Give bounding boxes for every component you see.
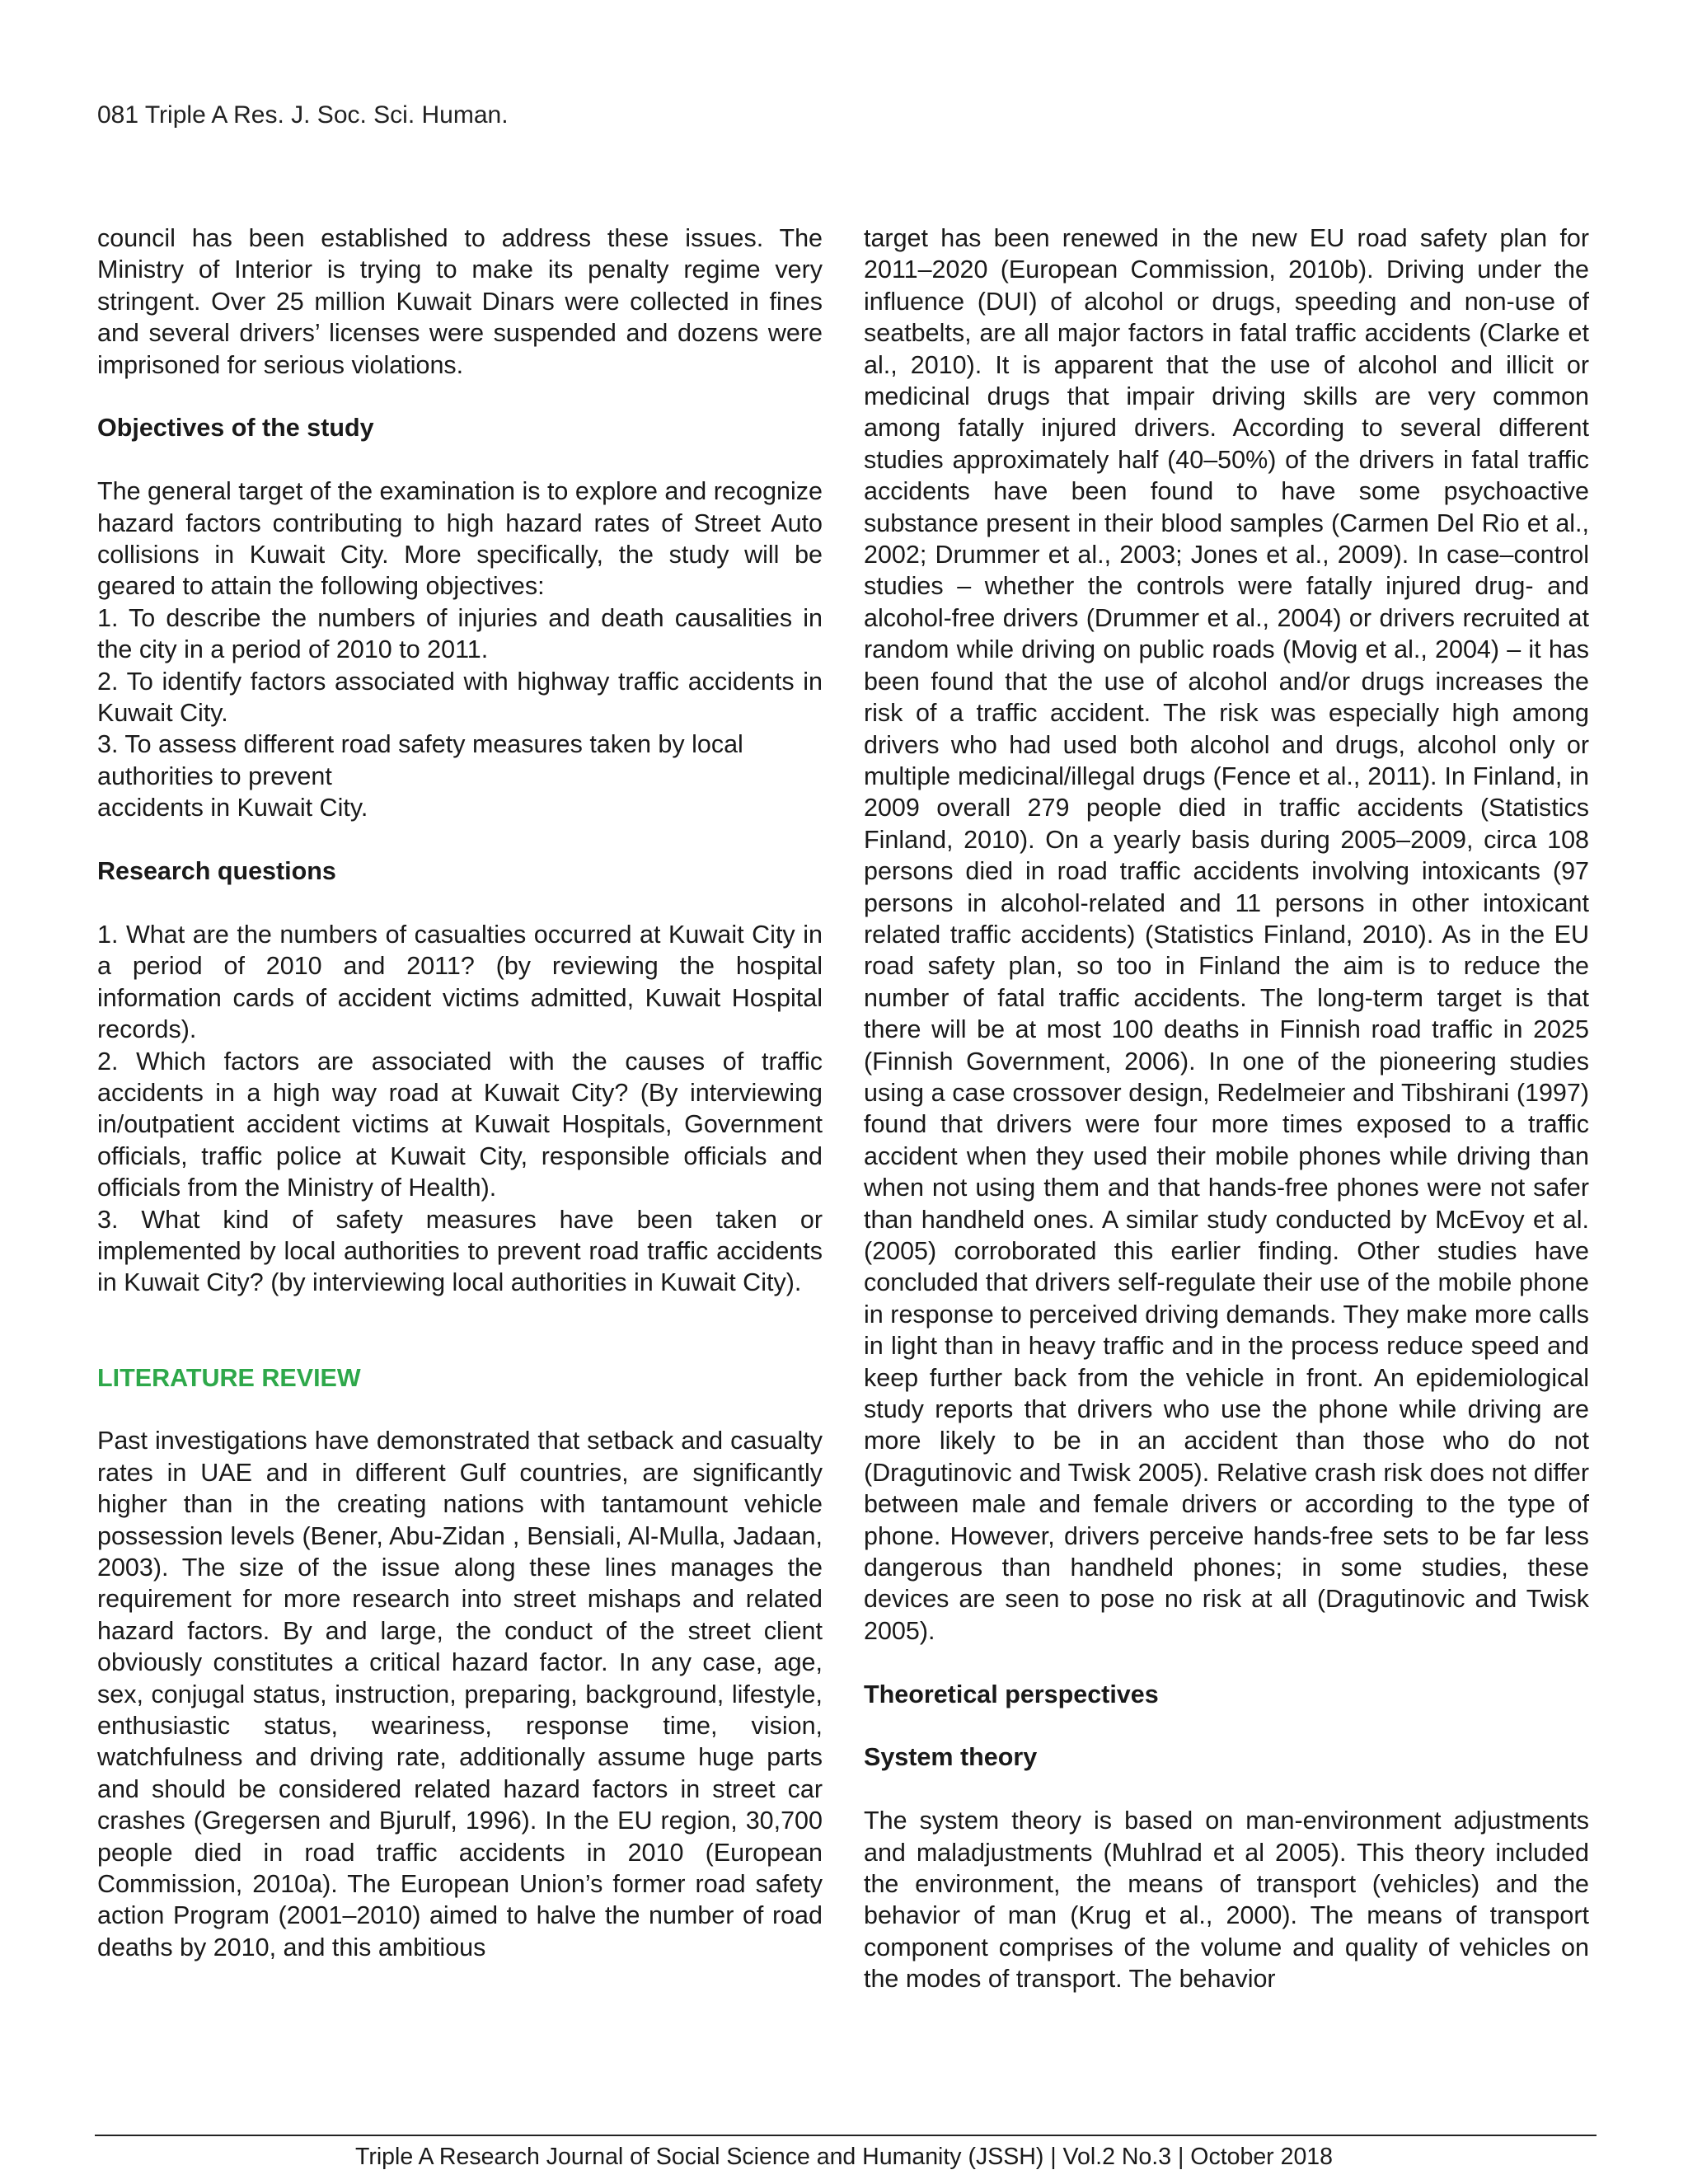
system-theory-heading: System theory <box>864 1743 1038 1772</box>
literature-review-paragraph: Past investigations have demonstrated that setback and casualty rates in UAE and in different Gulf countries, are significantly higher than in the creating nations with tantamount vehicle possession levels (Bener, Abu-Zidan , Bensiali, Al-Mulla, Jadaan, 2003). The size of the issue along these lines manages the requirement for more research into street mishaps and related hazard factors. By and large, the conduct of the street client obviously constitutes a critical hazard factor. In any case, age, sex, conjugal status, instruction, preparing, background, lifestyle, enthusiastic status, weariness, response time, vision, watchfulness and driving rate, additionally assume huge parts and should be considered related hazard factors in street car crashes (Gregersen and Bjurulf, 1996). In the EU region, 30,700 people died in road traffic accidents in 2010 (European Commission, 2010a). The European Union’s former road safety action Program (2001–2010) aimed to halve the number of road deaths by 2010, and this ambitious <box>97 1427 823 1961</box>
main-paragraph: target has been renewed in the new EU road safety plan for 2011–2020 (European Commission, 2010b). Driving under the influence (DUI) of alcohol or drugs, speeding and non-use of seatbelts, are all major factors in fatal traffic accidents (Clarke et al., 2010). It is apparent that the use of alcohol and illicit or medicinal drugs that impair driving skills are very common among fatally injured drivers. According to several different studies approximately half (40–50%) of the drivers in fatal traffic accidents have been found to have some psychoactive substance present in their blood samples (Carmen Del Rio et al., 2002; Drummer et al., 2003; Jones et al., 2009). In case–control studies – whether the controls were fatally injured drug- and alcohol-free drivers (Drummer et al., 2004) or drivers recruited at random while driving on public roads (Movig et al., 2004) – it has been found that the use of alcohol and/or drugs increases the risk of a traffic accident. The risk was especially high among drivers who had used both alcohol and drugs, alcohol only or multiple medicinal/illegal drugs (Fence et al., 2011). In Finland, in 2009 overall 279 people died in traffic accidents (Statistics Finland, 2010). On a yearly basis during 2005–2009, circa 108 persons died in road traffic accidents involving intoxicants (97 persons in alcohol-related and 11 persons in other intoxicant related traffic accidents) (Statistics Finland, 2010). As in the EU road safety plan, so too in Finland the aim is to reduce the number of fatal traffic accidents. The long-term target is that there will be at most 100 deaths in Finnish road traffic in 2025 (Finnish Government, 2006). In one of the pioneering studies using a case crossover design, Redelmeier and Tibshirani (1997) found that drivers were four more times exposed to a traffic accident when they used their mobile phones while driving than when not using them and that hands-free phones were not safer than handheld ones. A similar study conducted by McEvoy et al. (2005) corroborated this earlier finding. Other studies have concluded that drivers self-regulate their use of the mobile phone in response to perceived driving demands. They make more calls in light than in heavy traffic and in the process reduce speed and keep further back from the vehicle in front. An epidemiological study reports that drivers who use the phone while driving are more likely to be in an accident than those who do not (Dragutinovic and Twisk 2005). Relative crash risk does not differ between male and female drivers or according to the type of phone. However, drivers perceive hands-free sets to be far less dangerous than handheld phones; in some studies, these devices are seen to pose no risk at all (Dragutinovic and Twisk 2005). <box>864 224 1589 1645</box>
system-theory-paragraph: The system theory is based on man-environment adjustments and maladjustments (Muhlrad et al 2005). This theory included the environment, the means of transport (vehicles) and the behavior of man (Krug et al., 2000). The means of transport component comprises of the volume and quality of vehicles on the modes of transport. The behavior <box>864 1807 1589 1994</box>
question-3: 3. What kind of safety measures have been taken or implemented by local authorities to prevent road traffic accidents in Kuwait City? (by interviewing local authorities in Kuwait City). <box>97 1205 823 1297</box>
running-head: 081 Triple A Res. J. Soc. Sci. Human. <box>97 101 509 129</box>
page-footer: Triple A Research Journal of Social Science and Humanity (JSSH) | Vol.2 No.3 | October 2018 <box>354 2144 1333 2170</box>
question-1: 1. What are the numbers of casualties occurred at Kuwait City in a period of 2010 and 2011? (by reviewing the hospital information cards of accident victims admitted, Kuwait Hospital records). <box>97 920 823 1044</box>
theoretical-perspectives-heading: Theoretical perspectives <box>864 1680 1159 1708</box>
research-questions-heading: Research questions <box>97 857 336 886</box>
objectives-heading: Objectives of the study <box>97 414 374 443</box>
objective-2: 2. To identify factors associated with highway traffic accidents in Kuwait City. <box>97 667 823 728</box>
objectives-intro: The general target of the examination is to explore and recognize hazard factors contributing to high hazard rates of Street Auto collisions in Kuwait City. More specifically, the study will be geared to attain the following objectives: <box>97 477 823 601</box>
literature-review-heading: LITERATURE REVIEW <box>97 1363 361 1392</box>
intro-paragraph: council has been established to address these issues. The Ministry of Interior is trying to make its penalty regime very stringent. Over 25 million Kuwait Dinars were collected in fines and several drivers’ licenses were suspended and dozens were imprisoned for serious violations. <box>97 224 823 379</box>
objective-3b: accidents in Kuwait City. <box>97 794 368 823</box>
footer-divider <box>95 2135 1597 2136</box>
objective-3a: 3. To assess different road safety measures taken by local authorities to prevent <box>97 730 743 790</box>
right-column <box>864 223 1589 1995</box>
left-column <box>97 223 823 1963</box>
objective-1: 1. To describe the numbers of injuries and death causalities in the city in a period of 2010 to 2011. <box>97 603 823 664</box>
question-2: 2. Which factors are associated with the causes of traffic accidents in a high way road at Kuwait City? (By interviewing in/outpatient accident victims at Kuwait Hospitals, Government officials, traffic police at Kuwait City, responsible officials and officials from the Ministry of Health). <box>97 1047 823 1202</box>
